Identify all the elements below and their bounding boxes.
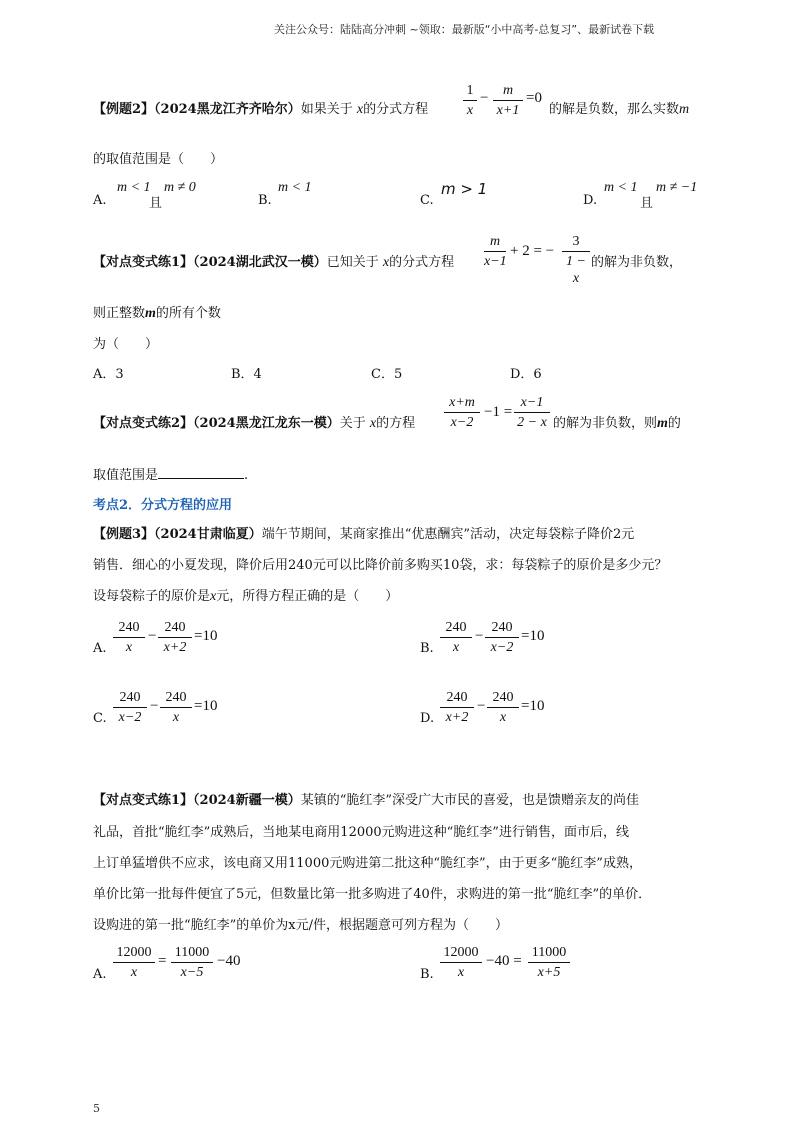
option-c[interactable]: C. [420, 193, 434, 208]
fraction-numerator: m [489, 234, 501, 249]
practice-1-stem [93, 254, 454, 272]
fraction-numerator: 240 [491, 620, 513, 635]
fraction-denominator: x−5 [180, 965, 204, 980]
ex2-fraction-2 [493, 82, 523, 119]
option-b-math: m < 1 [278, 180, 312, 195]
option-a-math2: m ≠ 0 [164, 180, 196, 195]
fraction-numerator: m [502, 83, 514, 98]
fraction-numerator: 240 [492, 690, 514, 705]
fraction-denominator: x−1 [484, 254, 507, 269]
option-d-fraction-2 [487, 689, 519, 726]
equals-sign: = [158, 953, 167, 969]
option-d[interactable]: D. [583, 193, 598, 208]
practice-3-option-b[interactable]: B. [420, 967, 434, 982]
option-a-fraction-1 [113, 619, 145, 656]
option-a-math1: m < 1 [117, 180, 151, 195]
practice-3-option-a[interactable]: A. [93, 967, 107, 982]
mid-text: 的分式方程 [389, 255, 455, 270]
example-2-tail [549, 101, 689, 119]
minus-forty-equals: −40 = [486, 953, 522, 969]
practice-1-option-a[interactable]: A．3 [93, 367, 124, 382]
answer-blank[interactable] [158, 466, 244, 479]
pr3-a-fraction-2 [171, 944, 213, 981]
practice-1-line3: 为（ ） [93, 337, 159, 352]
practice-3-line5: 设购进的第一批“脆红李”的单价为x元/件，根据题意可列方程为（ ） [93, 918, 509, 933]
fraction-denominator: x+1 [496, 103, 520, 118]
fraction-numerator: 240 [165, 690, 187, 705]
option-d-math1: m < 1 [604, 180, 638, 195]
practice-1-tag: 【对点变式练1】（2024湖北武汉一模） [93, 255, 327, 270]
var-x: x [210, 589, 217, 604]
fraction-numerator: 240 [445, 620, 467, 635]
line2b-text: 的所有个数 [155, 306, 221, 321]
rhs-value: =10 [521, 628, 545, 644]
rhs-value: =10 [521, 698, 545, 714]
fraction-numerator: x+m [449, 395, 475, 410]
fraction-denominator: x+2 [445, 710, 469, 725]
page-number: 5 [93, 1102, 100, 1115]
fraction-numerator: 11000 [174, 945, 210, 960]
pr3-a-fraction-1 [113, 944, 155, 981]
fraction-denominator: x [499, 710, 507, 725]
fraction-denominator: x−2 [118, 710, 142, 725]
example-2-line2: 的取值范围是（ ） [93, 152, 224, 167]
practice-3-tag: 【对点变式练1】（2024新疆一模） [93, 793, 301, 808]
option-d-qie: 且 [640, 196, 654, 211]
line3a-text: 设每袋粽子的原价是 [93, 589, 211, 604]
plus-two-equals: + 2 = − [510, 243, 555, 259]
fraction-numerator: x−1 [520, 395, 544, 410]
fraction-denominator: x−2 [490, 640, 514, 655]
practice-2-stem [93, 415, 415, 433]
fraction-denominator: x [172, 710, 180, 725]
option-b-fraction-2 [485, 619, 519, 656]
fraction-denominator: x [130, 965, 138, 980]
fraction-denominator: x [125, 640, 133, 655]
var-m: m [679, 102, 690, 117]
minus-one-equals: −1 = [484, 404, 513, 420]
fraction-numerator: 240 [446, 690, 468, 705]
example-3-line1 [93, 526, 634, 544]
fraction-numerator: 12000 [116, 945, 152, 960]
practice-1-line2 [93, 305, 221, 323]
var-x: x [382, 255, 390, 270]
fraction-numerator: 240 [118, 620, 140, 635]
fraction-denominator: 1 − x [566, 254, 586, 286]
example-3-option-c[interactable]: C. [93, 711, 107, 726]
option-a[interactable] [93, 192, 107, 210]
line2-text: 取值范围是 [93, 468, 159, 483]
fraction-denominator: x+2 [163, 640, 187, 655]
option-d-fraction-1 [440, 689, 474, 726]
tail-text: 的解为非负数，则 [553, 416, 658, 431]
example-3-option-d[interactable]: D. [420, 711, 435, 726]
option-c-fraction-1 [113, 689, 147, 726]
example-2-mid: 的分式方程 [363, 102, 429, 117]
line3b-text: 元，所得方程正确的是（ ） [216, 589, 399, 604]
example-2-tag: 【例题2】（2024黑龙江齐齐哈尔） [93, 102, 301, 117]
practice-3-line4: 单价比第一批每件便宜了5元，但数量比第一批多购进了40件，求购进的第一批“脆红李”的单价． [93, 887, 652, 902]
fraction-denominator: x+5 [537, 965, 561, 980]
minus-sign: − [148, 628, 157, 644]
option-c-fraction-2 [160, 689, 192, 726]
lead-text: 关于 [339, 416, 366, 431]
option-a-qie: 且 [149, 196, 163, 211]
lead-text: 已知关于 [326, 255, 379, 270]
fraction-denominator: 2 − x [517, 415, 547, 430]
option-c-math: m > 1 [441, 180, 488, 198]
rhs-value: =10 [194, 698, 218, 714]
fraction-denominator: x−2 [450, 415, 474, 430]
option-label: A. [93, 193, 107, 208]
fraction-denominator: x [457, 965, 465, 980]
example-3-option-a[interactable]: A. [93, 641, 107, 656]
fraction-denominator: x [452, 640, 460, 655]
line2-text: 则正整数 [93, 306, 146, 321]
fraction-numerator: 240 [164, 620, 186, 635]
pr2-fraction-2 [514, 394, 550, 431]
pr3-b-fraction-2 [528, 944, 570, 981]
example-3-tag: 【例题3】（2024甘肃临夏） [93, 527, 262, 542]
minus-sign: − [475, 628, 484, 644]
practice-1-option-d[interactable]: D．6 [510, 367, 542, 382]
fraction-numerator: 240 [119, 690, 141, 705]
var-m: m [657, 416, 668, 431]
option-b-fraction-1 [440, 619, 472, 656]
pr1-fraction-1 [484, 233, 506, 270]
minus-sign: − [477, 698, 486, 714]
option-d-math2: m ≠ −1 [656, 180, 698, 195]
example-3-line3 [93, 588, 398, 606]
minus-sign: − [480, 90, 489, 106]
practice-1-option-c[interactable]: C．5 [371, 367, 403, 382]
example-3-option-b[interactable]: B. [420, 641, 434, 656]
ex2-fraction-1 [463, 82, 477, 119]
practice-3-line1 [93, 792, 639, 810]
line-end: . [244, 468, 249, 483]
mid-text: 的方程 [376, 416, 416, 431]
fraction-denominator: x [466, 103, 474, 118]
section-title: 考点2．分式方程的应用 [93, 498, 233, 513]
pr2-fraction-1 [444, 394, 480, 431]
var-m: m [145, 306, 156, 321]
practice-2-line2 [93, 466, 248, 485]
fraction-numerator: 12000 [443, 945, 479, 960]
example-2-stem [93, 101, 428, 119]
example-3-line2: 销售．细心的小夏发现，降价后用240元可以比降价前多购买10袋，求：每袋粽子的原价是多少元？ [93, 558, 668, 573]
var-x: x [369, 416, 377, 431]
pr3-b-fraction-1 [440, 944, 482, 981]
option-b[interactable]: B. [258, 193, 272, 208]
minus-forty: −40 [217, 953, 241, 969]
practice-1-tail: 的解为非负数， [591, 255, 683, 270]
equals-zero: =0 [526, 90, 542, 106]
line1-text: 端午节期间，某商家推出“优惠酬宾”活动，决定每袋粽子降价2元 [261, 527, 635, 542]
minus-sign: − [150, 698, 159, 714]
practice-3-line3: 上订单猛增供不应求，该电商又用11000元购进第二批这种“脆红李”，由于更多“脆红李”成熟， [93, 856, 642, 871]
practice-1-option-b[interactable]: B．4 [231, 367, 262, 382]
option-a-fraction-2 [158, 619, 192, 656]
page-header: 关注公众号：陆陆高分冲刺 ~领取：最新版“小中高考-总复习”、最新试卷下载 [274, 23, 655, 36]
tail-text: 的解是负数，那么实数 [549, 102, 680, 117]
fraction-numerator: 1 [466, 83, 474, 98]
practice-2-tag: 【对点变式练2】（2024黑龙江龙东一模） [93, 416, 340, 431]
practice-3-line2: 礼品，首批“脆红李”成熟后，当地某电商用12000元购进这种“脆红李”进行销售，面市后，线 [93, 825, 629, 840]
tail2-text: 的 [667, 416, 681, 431]
fraction-numerator: 3 [572, 234, 580, 249]
fraction-numerator: 11000 [531, 945, 567, 960]
rhs-value: =10 [194, 628, 218, 644]
var-x: x [356, 102, 364, 117]
line1-text: 某镇的“脆红李”深受广大市民的喜爱，也是馈赠亲友的尚佳 [300, 793, 640, 808]
example-2-lead: 如果关于 [300, 102, 353, 117]
pr1-fraction-2 [562, 233, 590, 287]
practice-2-tail [553, 415, 681, 433]
